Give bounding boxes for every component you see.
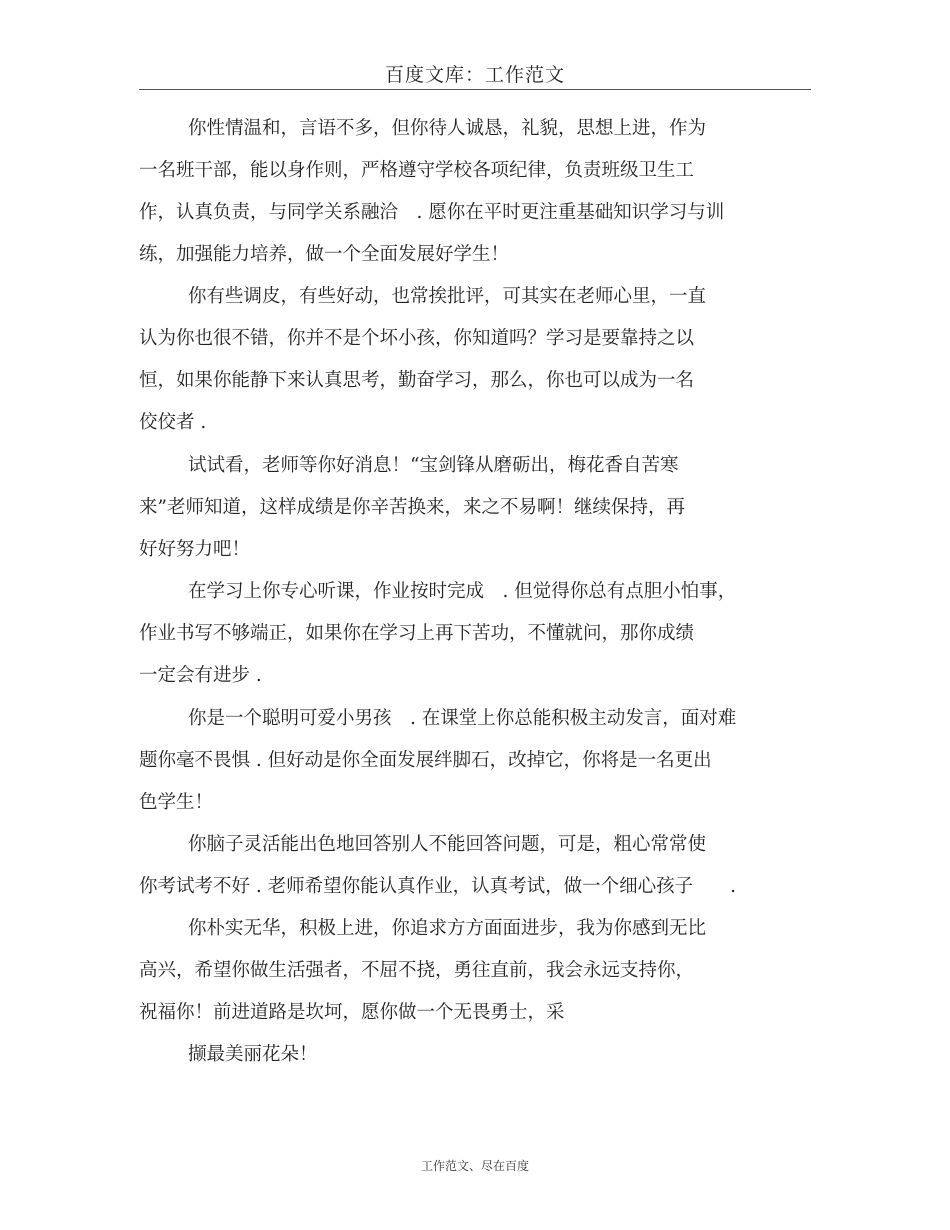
paragraph-line: 作，认真负责，与同学关系融洽 . 愿你在平时更注重基础知识学习与训 [139,202,725,223]
paragraph-line: 来”老师知道，这样成绩是你辛苦换来，来之不易啊！继续保持，再 [139,497,685,518]
paragraph-line: 佼佼者 . [139,412,207,433]
paragraph-line: 作业书写不够端正，如果你在学习上再下苦功，不懂就问，那你成绩 [139,623,695,644]
paragraph-line: 你考试考不好 . 老师希望你能认真作业，认真考试，做一个细心孩子 . [139,876,737,897]
paragraph-line: 恒，如果你能静下来认真思考，勤奋学习，那么，你也可以成为一名 [139,370,695,391]
paragraph-line: 你脑子灵活能出色地回答别人不能回答问题，可是，粗心常常使 [188,834,707,855]
page-title: 百度文库：工作范文 [384,64,565,86]
paragraph-line: 题你毫不畏惧 . 但好动是你全面发展绊脚石，改掉它，你将是一名更出 [139,750,712,771]
paragraph-line: 好好努力吧！ [139,539,251,560]
paragraph-line: 试试看，老师等你好消息！“宝剑锋从磨砺出，梅花香自苦寒 [188,455,679,476]
paragraph-line: 一定会有进步 . [139,665,262,686]
paragraph-line: 你是一个聪明可爱小男孩 . 在课堂上你总能积极主动发言，面对难 [188,708,737,729]
paragraph-line: 在学习上你专心听课，作业按时完成 . 但觉得你总有点胆小怕事， [188,581,737,602]
page-footer: 工作范文、尽在百度 [420,1159,529,1173]
paragraph-line: 你有些调皮，有些好动，也常挨批评，可其实在老师心里，一直 [188,286,707,307]
paragraph-line: 练，加强能力培养，做一个全面发展好学生！ [139,244,510,265]
paragraph-line: 高兴，希望你做生活强者，不屈不挠，勇往直前，我会永远支持你， [139,960,695,981]
paragraph-line: 一名班干部，能以身作则，严格遵守学校各项纪律，负责班级卫生工 [139,160,695,181]
paragraph-line: 撷最美丽花朵！ [188,1044,318,1065]
header-divider [139,89,811,90]
paragraph-line: 你性情温和，言语不多，但你待人诚恳，礼貌，思想上进，作为 [188,118,707,139]
paragraph-line: 祝福你！前进道路是坎坷，愿你做一个无畏勇士，采 [139,1002,565,1023]
paragraph-line: 你朴实无华，积极上进，你追求方方面面进步，我为你感到无比 [188,918,707,939]
paragraph-line: 认为你也很不错，你并不是个坏小孩，你知道吗？学习是要靠持之以 [139,328,695,349]
paragraph-line: 色学生！ [139,792,214,813]
